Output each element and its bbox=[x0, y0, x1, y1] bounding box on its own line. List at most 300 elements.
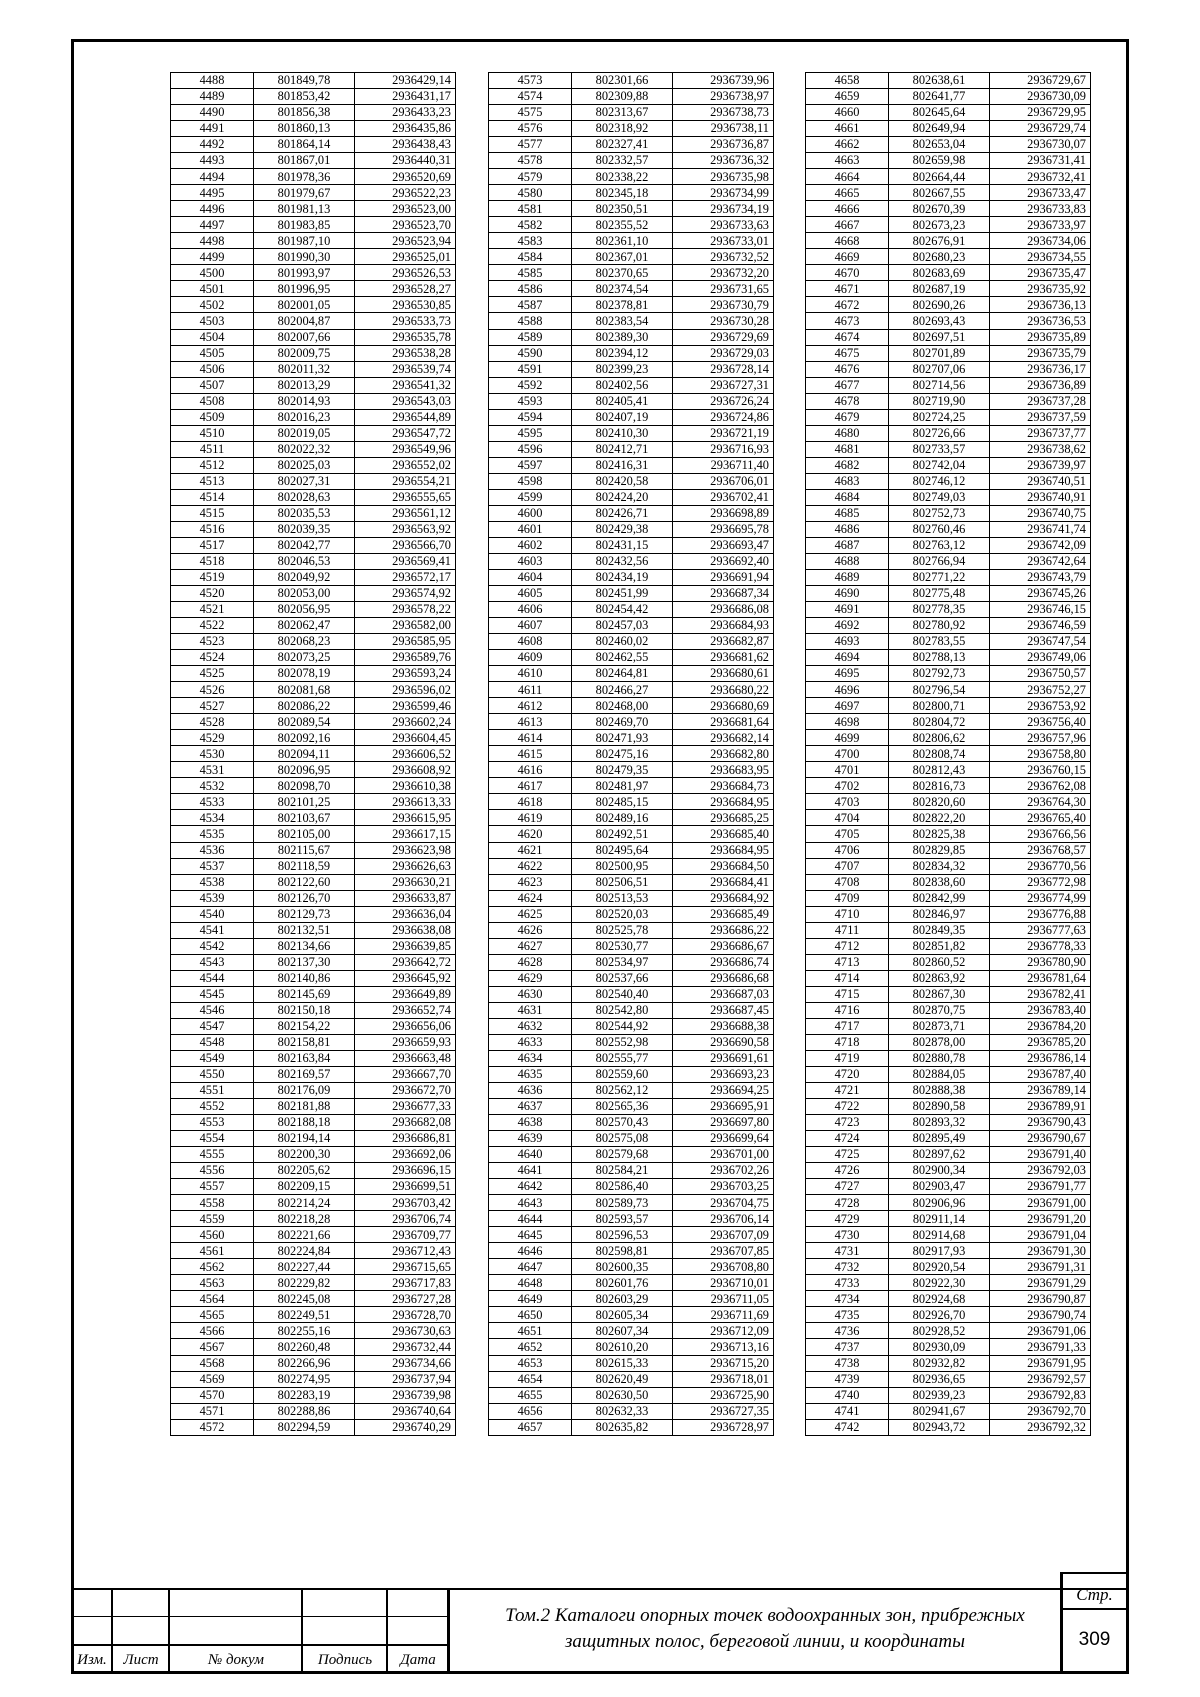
point-number: 4698 bbox=[806, 714, 889, 730]
y-coordinate: 2936602,24 bbox=[355, 714, 456, 730]
x-coordinate: 802468,00 bbox=[572, 698, 673, 714]
table-row bbox=[806, 1371, 1091, 1387]
x-coordinate: 802424,20 bbox=[572, 489, 673, 505]
point-number: 4635 bbox=[489, 1066, 572, 1082]
point-number: 4699 bbox=[806, 730, 889, 746]
y-coordinate: 2936701,00 bbox=[673, 1147, 774, 1163]
point-number: 4630 bbox=[489, 986, 572, 1002]
table-row bbox=[806, 842, 1091, 858]
table-row bbox=[171, 1131, 456, 1147]
point-number: 4738 bbox=[806, 1355, 889, 1371]
y-coordinate: 2936787,40 bbox=[990, 1066, 1091, 1082]
point-number: 4582 bbox=[489, 217, 572, 233]
x-coordinate: 802389,30 bbox=[572, 329, 673, 345]
point-number: 4640 bbox=[489, 1147, 572, 1163]
table-row bbox=[171, 602, 456, 618]
x-coordinate: 802009,75 bbox=[254, 345, 355, 361]
point-number: 4544 bbox=[171, 970, 254, 986]
point-number: 4593 bbox=[489, 393, 572, 409]
y-coordinate: 2936792,57 bbox=[990, 1371, 1091, 1387]
y-coordinate: 2936741,74 bbox=[990, 521, 1091, 537]
y-coordinate: 2936702,41 bbox=[673, 489, 774, 505]
x-coordinate: 802778,35 bbox=[889, 602, 990, 618]
x-coordinate: 802466,27 bbox=[572, 682, 673, 698]
table-row bbox=[171, 553, 456, 569]
x-coordinate: 802555,77 bbox=[572, 1050, 673, 1066]
y-coordinate: 2936738,73 bbox=[673, 105, 774, 121]
y-coordinate: 2936712,43 bbox=[355, 1243, 456, 1259]
x-coordinate: 802605,34 bbox=[572, 1307, 673, 1323]
y-coordinate: 2936737,94 bbox=[355, 1371, 456, 1387]
y-coordinate: 2936734,55 bbox=[990, 249, 1091, 265]
table-row bbox=[806, 1275, 1091, 1291]
y-coordinate: 2936735,79 bbox=[990, 345, 1091, 361]
y-coordinate: 2936636,04 bbox=[355, 906, 456, 922]
x-coordinate: 802932,82 bbox=[889, 1355, 990, 1371]
table-row bbox=[806, 1307, 1091, 1323]
y-coordinate: 2936535,78 bbox=[355, 329, 456, 345]
x-coordinate: 802103,67 bbox=[254, 810, 355, 826]
y-coordinate: 2936785,20 bbox=[990, 1034, 1091, 1050]
point-number: 4562 bbox=[171, 1259, 254, 1275]
point-number: 4737 bbox=[806, 1339, 889, 1355]
x-coordinate: 802001,05 bbox=[254, 297, 355, 313]
x-coordinate: 802829,85 bbox=[889, 842, 990, 858]
table-row bbox=[806, 1227, 1091, 1243]
table-row bbox=[489, 201, 774, 217]
table-row bbox=[171, 137, 456, 153]
x-coordinate: 801856,38 bbox=[254, 105, 355, 121]
table-row bbox=[489, 1179, 774, 1195]
table-row bbox=[806, 361, 1091, 377]
table-row bbox=[806, 313, 1091, 329]
table-row bbox=[489, 441, 774, 457]
table-row bbox=[489, 1387, 774, 1403]
table-row bbox=[171, 1371, 456, 1387]
x-coordinate: 802792,73 bbox=[889, 666, 990, 682]
x-coordinate: 802542,80 bbox=[572, 1002, 673, 1018]
point-number: 4686 bbox=[806, 521, 889, 537]
x-coordinate: 802746,12 bbox=[889, 473, 990, 489]
x-coordinate: 802884,05 bbox=[889, 1066, 990, 1082]
x-coordinate: 802530,77 bbox=[572, 938, 673, 954]
table-row bbox=[806, 714, 1091, 730]
table-row bbox=[489, 1066, 774, 1082]
x-coordinate: 802274,95 bbox=[254, 1371, 355, 1387]
y-coordinate: 2936729,69 bbox=[673, 329, 774, 345]
y-coordinate: 2936523,94 bbox=[355, 233, 456, 249]
y-coordinate: 2936686,81 bbox=[355, 1131, 456, 1147]
point-number: 4637 bbox=[489, 1099, 572, 1115]
point-number: 4521 bbox=[171, 602, 254, 618]
y-coordinate: 2936762,08 bbox=[990, 778, 1091, 794]
x-coordinate: 802911,14 bbox=[889, 1211, 990, 1227]
table-row bbox=[489, 682, 774, 698]
x-coordinate: 802073,25 bbox=[254, 650, 355, 666]
x-coordinate: 802092,16 bbox=[254, 730, 355, 746]
table-row bbox=[489, 1307, 774, 1323]
y-coordinate: 2936606,52 bbox=[355, 746, 456, 762]
x-coordinate: 802630,50 bbox=[572, 1387, 673, 1403]
table-row bbox=[806, 1179, 1091, 1195]
y-coordinate: 2936549,96 bbox=[355, 441, 456, 457]
table-row bbox=[171, 1147, 456, 1163]
point-number: 4676 bbox=[806, 361, 889, 377]
x-coordinate: 802906,96 bbox=[889, 1195, 990, 1211]
y-coordinate: 2936791,04 bbox=[990, 1227, 1091, 1243]
table-row bbox=[806, 954, 1091, 970]
y-coordinate: 2936685,25 bbox=[673, 810, 774, 826]
y-coordinate: 2936697,80 bbox=[673, 1115, 774, 1131]
y-coordinate: 2936712,09 bbox=[673, 1323, 774, 1339]
point-number: 4554 bbox=[171, 1131, 254, 1147]
x-coordinate: 802888,38 bbox=[889, 1082, 990, 1098]
table-row bbox=[171, 986, 456, 1002]
point-number: 4671 bbox=[806, 281, 889, 297]
point-number: 4629 bbox=[489, 970, 572, 986]
point-number: 4720 bbox=[806, 1066, 889, 1082]
table-row bbox=[489, 810, 774, 826]
y-coordinate: 2936703,25 bbox=[673, 1179, 774, 1195]
x-coordinate: 802838,60 bbox=[889, 874, 990, 890]
table-row bbox=[806, 105, 1091, 121]
point-number: 4601 bbox=[489, 521, 572, 537]
table-row bbox=[171, 1163, 456, 1179]
point-number: 4592 bbox=[489, 377, 572, 393]
point-number: 4674 bbox=[806, 329, 889, 345]
y-coordinate: 2936528,27 bbox=[355, 281, 456, 297]
table-row bbox=[806, 1115, 1091, 1131]
y-coordinate: 2936563,92 bbox=[355, 521, 456, 537]
point-number: 4595 bbox=[489, 425, 572, 441]
table-row bbox=[806, 537, 1091, 553]
x-coordinate: 802245,08 bbox=[254, 1291, 355, 1307]
table-row bbox=[489, 762, 774, 778]
table-row bbox=[806, 1066, 1091, 1082]
y-coordinate: 2936735,92 bbox=[990, 281, 1091, 297]
point-number: 4639 bbox=[489, 1131, 572, 1147]
x-coordinate: 802926,70 bbox=[889, 1307, 990, 1323]
table-row bbox=[171, 537, 456, 553]
y-coordinate: 2936684,41 bbox=[673, 874, 774, 890]
point-number: 4710 bbox=[806, 906, 889, 922]
point-number: 4565 bbox=[171, 1307, 254, 1323]
point-number: 4527 bbox=[171, 698, 254, 714]
y-coordinate: 2936630,21 bbox=[355, 874, 456, 890]
table-row bbox=[489, 505, 774, 521]
point-number: 4619 bbox=[489, 810, 572, 826]
x-coordinate: 802454,42 bbox=[572, 602, 673, 618]
table-row bbox=[489, 826, 774, 842]
x-coordinate: 802724,25 bbox=[889, 409, 990, 425]
y-coordinate: 2936791,20 bbox=[990, 1211, 1091, 1227]
x-coordinate: 802004,87 bbox=[254, 313, 355, 329]
y-coordinate: 2936792,83 bbox=[990, 1387, 1091, 1403]
x-coordinate: 802693,43 bbox=[889, 313, 990, 329]
table-row bbox=[806, 698, 1091, 714]
table-row bbox=[806, 810, 1091, 826]
signature-label: Подпись bbox=[317, 1652, 373, 1668]
point-number: 4669 bbox=[806, 249, 889, 265]
point-number: 4711 bbox=[806, 922, 889, 938]
x-coordinate: 802610,20 bbox=[572, 1339, 673, 1355]
table-row bbox=[489, 73, 774, 89]
y-coordinate: 2936684,95 bbox=[673, 842, 774, 858]
point-number: 4522 bbox=[171, 618, 254, 634]
table-row bbox=[806, 986, 1091, 1002]
point-number: 4719 bbox=[806, 1050, 889, 1066]
table-row bbox=[489, 730, 774, 746]
table-row bbox=[171, 586, 456, 602]
y-coordinate: 2936730,63 bbox=[355, 1323, 456, 1339]
x-coordinate: 802726,66 bbox=[889, 425, 990, 441]
point-number: 4713 bbox=[806, 954, 889, 970]
y-coordinate: 2936742,64 bbox=[990, 553, 1091, 569]
point-number: 4583 bbox=[489, 233, 572, 249]
table-row bbox=[489, 1243, 774, 1259]
table-row bbox=[806, 409, 1091, 425]
point-number: 4694 bbox=[806, 650, 889, 666]
y-coordinate: 2936792,70 bbox=[990, 1403, 1091, 1419]
table-row bbox=[171, 1307, 456, 1323]
y-coordinate: 2936728,14 bbox=[673, 361, 774, 377]
point-number: 4531 bbox=[171, 762, 254, 778]
point-number: 4518 bbox=[171, 553, 254, 569]
x-coordinate: 802367,01 bbox=[572, 249, 673, 265]
y-coordinate: 2936790,67 bbox=[990, 1131, 1091, 1147]
y-coordinate: 2936683,95 bbox=[673, 762, 774, 778]
x-coordinate: 802249,51 bbox=[254, 1307, 355, 1323]
x-coordinate: 802635,82 bbox=[572, 1419, 673, 1435]
table-row bbox=[806, 794, 1091, 810]
point-number: 4655 bbox=[489, 1387, 572, 1403]
y-coordinate: 2936682,08 bbox=[355, 1115, 456, 1131]
y-coordinate: 2936736,32 bbox=[673, 153, 774, 169]
table-row bbox=[171, 313, 456, 329]
x-coordinate: 802562,12 bbox=[572, 1082, 673, 1098]
y-coordinate: 2936523,70 bbox=[355, 217, 456, 233]
point-number: 4685 bbox=[806, 505, 889, 521]
point-number: 4701 bbox=[806, 762, 889, 778]
x-coordinate: 802506,51 bbox=[572, 874, 673, 890]
x-coordinate: 802053,00 bbox=[254, 586, 355, 602]
x-coordinate: 802431,15 bbox=[572, 537, 673, 553]
table-row bbox=[171, 698, 456, 714]
x-coordinate: 802680,23 bbox=[889, 249, 990, 265]
point-number: 4628 bbox=[489, 954, 572, 970]
point-number: 4498 bbox=[171, 233, 254, 249]
x-coordinate: 802096,95 bbox=[254, 762, 355, 778]
point-number: 4703 bbox=[806, 794, 889, 810]
y-coordinate: 2936539,74 bbox=[355, 361, 456, 377]
x-coordinate: 802645,64 bbox=[889, 105, 990, 121]
y-coordinate: 2936699,51 bbox=[355, 1179, 456, 1195]
x-coordinate: 802118,59 bbox=[254, 858, 355, 874]
point-number: 4643 bbox=[489, 1195, 572, 1211]
y-coordinate: 2936685,40 bbox=[673, 826, 774, 842]
y-coordinate: 2936677,33 bbox=[355, 1099, 456, 1115]
point-number: 4507 bbox=[171, 377, 254, 393]
y-coordinate: 2936747,54 bbox=[990, 634, 1091, 650]
y-coordinate: 2936735,89 bbox=[990, 329, 1091, 345]
point-number: 4506 bbox=[171, 361, 254, 377]
y-coordinate: 2936623,98 bbox=[355, 842, 456, 858]
point-number: 4497 bbox=[171, 217, 254, 233]
point-number: 4580 bbox=[489, 185, 572, 201]
y-coordinate: 2936686,68 bbox=[673, 970, 774, 986]
y-coordinate: 2936438,43 bbox=[355, 137, 456, 153]
y-coordinate: 2936615,95 bbox=[355, 810, 456, 826]
x-coordinate: 802479,35 bbox=[572, 762, 673, 778]
y-coordinate: 2936610,38 bbox=[355, 778, 456, 794]
x-coordinate: 802475,16 bbox=[572, 746, 673, 762]
x-coordinate: 802903,47 bbox=[889, 1179, 990, 1195]
x-coordinate: 802638,61 bbox=[889, 73, 990, 89]
x-coordinate: 802176,09 bbox=[254, 1082, 355, 1098]
x-coordinate: 802399,23 bbox=[572, 361, 673, 377]
x-coordinate: 802266,96 bbox=[254, 1355, 355, 1371]
point-number: 4644 bbox=[489, 1211, 572, 1227]
x-coordinate: 802181,88 bbox=[254, 1099, 355, 1115]
y-coordinate: 2936645,92 bbox=[355, 970, 456, 986]
table-row bbox=[171, 906, 456, 922]
x-coordinate: 802374,54 bbox=[572, 281, 673, 297]
table-row bbox=[806, 906, 1091, 922]
x-coordinate: 802537,66 bbox=[572, 970, 673, 986]
point-number: 4650 bbox=[489, 1307, 572, 1323]
y-coordinate: 2936547,72 bbox=[355, 425, 456, 441]
x-coordinate: 802816,73 bbox=[889, 778, 990, 794]
x-coordinate: 802126,70 bbox=[254, 890, 355, 906]
x-coordinate: 802224,84 bbox=[254, 1243, 355, 1259]
y-coordinate: 2936709,77 bbox=[355, 1227, 456, 1243]
point-number: 4715 bbox=[806, 986, 889, 1002]
x-coordinate: 802687,19 bbox=[889, 281, 990, 297]
table-row bbox=[806, 618, 1091, 634]
y-coordinate: 2936729,74 bbox=[990, 121, 1091, 137]
x-coordinate: 802345,18 bbox=[572, 185, 673, 201]
table-row bbox=[171, 281, 456, 297]
table-row bbox=[489, 858, 774, 874]
point-number: 4677 bbox=[806, 377, 889, 393]
table-row bbox=[806, 1082, 1091, 1098]
point-number: 4591 bbox=[489, 361, 572, 377]
table-row bbox=[171, 1339, 456, 1355]
table-row bbox=[171, 1387, 456, 1403]
x-coordinate: 802559,60 bbox=[572, 1066, 673, 1082]
x-coordinate: 802035,53 bbox=[254, 505, 355, 521]
table-row bbox=[489, 521, 774, 537]
table-row bbox=[806, 1355, 1091, 1371]
point-number: 4500 bbox=[171, 265, 254, 281]
y-coordinate: 2936693,23 bbox=[673, 1066, 774, 1082]
x-coordinate: 802412,71 bbox=[572, 441, 673, 457]
point-number: 4662 bbox=[806, 137, 889, 153]
table-row bbox=[806, 938, 1091, 954]
y-coordinate: 2936750,57 bbox=[990, 666, 1091, 682]
point-number: 4559 bbox=[171, 1211, 254, 1227]
point-number: 4517 bbox=[171, 537, 254, 553]
y-coordinate: 2936543,03 bbox=[355, 393, 456, 409]
x-coordinate: 802098,70 bbox=[254, 778, 355, 794]
point-number: 4520 bbox=[171, 586, 254, 602]
y-coordinate: 2936766,56 bbox=[990, 826, 1091, 842]
x-coordinate: 801990,30 bbox=[254, 249, 355, 265]
x-coordinate: 802402,56 bbox=[572, 377, 673, 393]
point-number: 4661 bbox=[806, 121, 889, 137]
point-number: 4548 bbox=[171, 1034, 254, 1050]
point-number: 4684 bbox=[806, 489, 889, 505]
y-coordinate: 2936638,08 bbox=[355, 922, 456, 938]
table-row bbox=[171, 666, 456, 682]
table-row bbox=[489, 345, 774, 361]
y-coordinate: 2936745,26 bbox=[990, 586, 1091, 602]
point-number: 4620 bbox=[489, 826, 572, 842]
table-row bbox=[171, 762, 456, 778]
y-coordinate: 2936786,14 bbox=[990, 1050, 1091, 1066]
y-coordinate: 2936727,35 bbox=[673, 1403, 774, 1419]
x-coordinate: 802742,04 bbox=[889, 457, 990, 473]
x-coordinate: 802766,94 bbox=[889, 553, 990, 569]
y-coordinate: 2936736,13 bbox=[990, 297, 1091, 313]
y-coordinate: 2936783,40 bbox=[990, 1002, 1091, 1018]
table-row bbox=[171, 842, 456, 858]
y-coordinate: 2936711,40 bbox=[673, 457, 774, 473]
point-number: 4739 bbox=[806, 1371, 889, 1387]
y-coordinate: 2936687,34 bbox=[673, 586, 774, 602]
x-coordinate: 802154,22 bbox=[254, 1018, 355, 1034]
point-number: 4610 bbox=[489, 666, 572, 682]
table-row bbox=[489, 714, 774, 730]
x-coordinate: 801867,01 bbox=[254, 153, 355, 169]
x-coordinate: 802288,86 bbox=[254, 1403, 355, 1419]
x-coordinate: 802900,34 bbox=[889, 1163, 990, 1179]
point-number: 4572 bbox=[171, 1419, 254, 1435]
x-coordinate: 802849,35 bbox=[889, 922, 990, 938]
y-coordinate: 2936672,70 bbox=[355, 1082, 456, 1098]
point-number: 4627 bbox=[489, 938, 572, 954]
table-row bbox=[489, 1403, 774, 1419]
x-coordinate: 802804,72 bbox=[889, 714, 990, 730]
table-row bbox=[806, 89, 1091, 105]
table-row bbox=[489, 377, 774, 393]
table-row bbox=[489, 842, 774, 858]
table-row bbox=[489, 121, 774, 137]
x-coordinate: 802227,44 bbox=[254, 1259, 355, 1275]
y-coordinate: 2936589,76 bbox=[355, 650, 456, 666]
point-number: 4695 bbox=[806, 666, 889, 682]
x-coordinate: 802457,03 bbox=[572, 618, 673, 634]
x-coordinate: 802701,89 bbox=[889, 345, 990, 361]
point-number: 4735 bbox=[806, 1307, 889, 1323]
point-number: 4632 bbox=[489, 1018, 572, 1034]
table-row bbox=[806, 1291, 1091, 1307]
y-coordinate: 2936777,63 bbox=[990, 922, 1091, 938]
y-coordinate: 2936736,89 bbox=[990, 377, 1091, 393]
point-number: 4625 bbox=[489, 906, 572, 922]
x-coordinate: 802851,82 bbox=[889, 938, 990, 954]
point-number: 4615 bbox=[489, 746, 572, 762]
x-coordinate: 802783,55 bbox=[889, 634, 990, 650]
y-coordinate: 2936732,44 bbox=[355, 1339, 456, 1355]
point-number: 4589 bbox=[489, 329, 572, 345]
y-coordinate: 2936790,74 bbox=[990, 1307, 1091, 1323]
x-coordinate: 802897,62 bbox=[889, 1147, 990, 1163]
y-coordinate: 2936686,08 bbox=[673, 602, 774, 618]
point-number: 4536 bbox=[171, 842, 254, 858]
x-coordinate: 802429,38 bbox=[572, 521, 673, 537]
table-row bbox=[806, 1323, 1091, 1339]
